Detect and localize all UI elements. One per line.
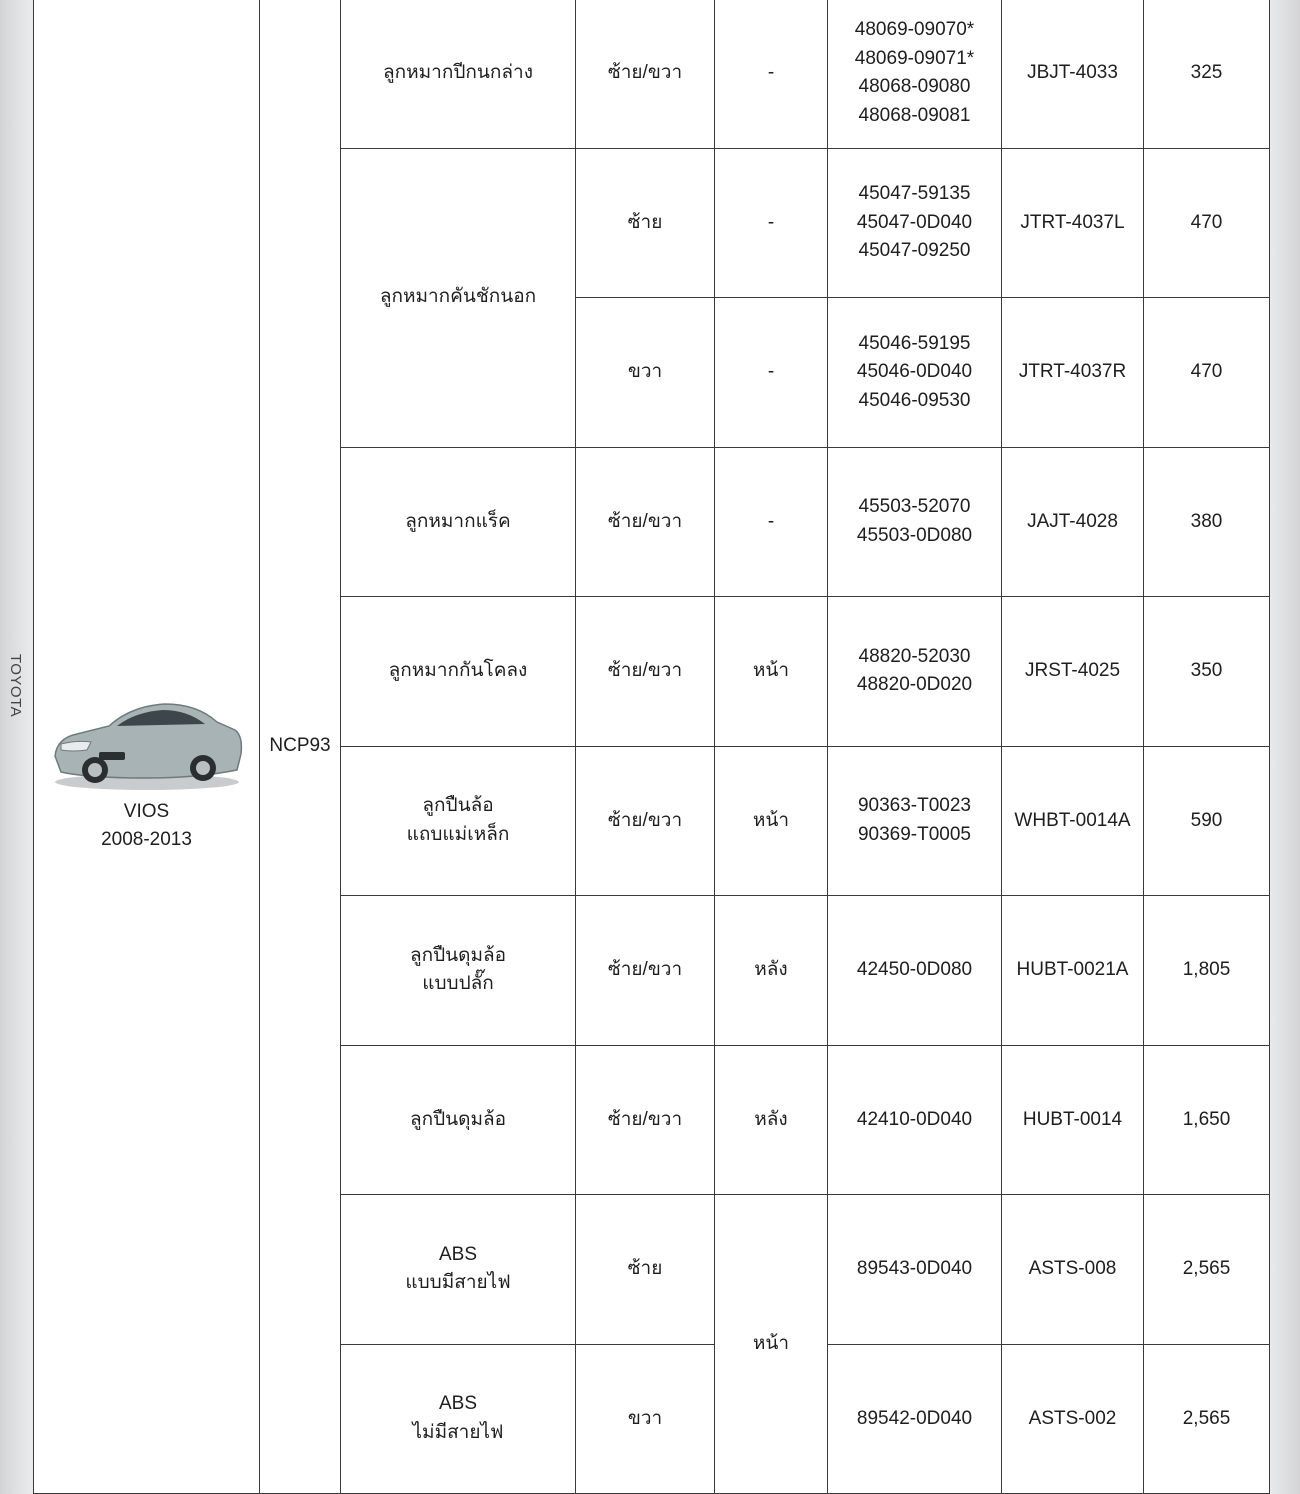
part-name-cell: ลูกปืนดุมล้อ	[341, 1045, 576, 1195]
side-cell: ซ้าย	[576, 148, 715, 298]
part-name-cell: ABS ไม่มีสายไฟ	[341, 1344, 576, 1494]
side-cell: ซ้าย/ขวา	[576, 0, 715, 148]
price-cell: 470	[1144, 148, 1270, 298]
side-cell: ซ้าย/ขวา	[576, 1045, 715, 1195]
oem-number-cell: 45503-52070 45503-0D080	[828, 447, 1002, 597]
position-cell: หน้า	[715, 597, 828, 747]
position-cell: -	[715, 0, 828, 148]
position-cell: หลัง	[715, 1045, 828, 1195]
side-cell: ซ้าย/ขวา	[576, 896, 715, 1046]
part-name-cell: ลูกปืนล้อ แถบแม่เหล็ก	[341, 746, 576, 896]
position-cell: หน้า	[715, 746, 828, 896]
side-cell: ซ้าย	[576, 1195, 715, 1345]
price-cell: 1,805	[1144, 896, 1270, 1046]
price-cell: 470	[1144, 298, 1270, 448]
price-cell: 2,565	[1144, 1195, 1270, 1345]
oem-number-cell: 48820-52030 48820-0D020	[828, 597, 1002, 747]
product-code-cell: ASTS-008	[1002, 1195, 1144, 1345]
side-cell: ซ้าย/ขวา	[576, 746, 715, 896]
side-cell: ซ้าย/ขวา	[576, 447, 715, 597]
oem-number-cell: 42410-0D040	[828, 1045, 1002, 1195]
parts-table	[33, 0, 1270, 1494]
part-name-cell: ABS แบบมีสายไฟ	[341, 1195, 576, 1345]
model-code-cell: NCP93	[260, 0, 341, 1494]
position-cell: หน้า	[715, 1195, 828, 1494]
model-cell	[34, 0, 260, 1494]
part-name-cell: ลูกหมากแร็ค	[341, 447, 576, 597]
oem-number-cell: 48069-09070* 48069-09071* 48068-09080 48068-09081	[828, 0, 1002, 148]
position-cell: -	[715, 447, 828, 597]
price-cell: 1,650	[1144, 1045, 1270, 1195]
oem-number-cell: 45047-59135 45047-0D040 45047-09250	[828, 148, 1002, 298]
position-cell: หลัง	[715, 896, 828, 1046]
position-cell: -	[715, 298, 828, 448]
model-name: VIOS	[123, 800, 170, 822]
product-code-cell: JRST-4025	[1002, 597, 1144, 747]
oem-number-cell: 42450-0D080	[828, 896, 1002, 1046]
oem-number-cell: 89542-0D040	[828, 1344, 1002, 1494]
product-code-cell: WHBT-0014A	[1002, 746, 1144, 896]
product-code-cell: ASTS-002	[1002, 1344, 1144, 1494]
product-code-cell: JAJT-4028	[1002, 447, 1144, 597]
brand-side-label	[2, 640, 30, 730]
product-code-cell: JTRT-4037L	[1002, 148, 1144, 298]
product-code-cell: JTRT-4037R	[1002, 298, 1144, 448]
price-cell: 590	[1144, 746, 1270, 896]
side-cell: ขวา	[576, 298, 715, 448]
car-image	[47, 678, 247, 798]
table-row	[34, 0, 1270, 148]
price-cell: 2,565	[1144, 1344, 1270, 1494]
price-cell: 325	[1144, 0, 1270, 148]
brand-side-label-text: TOYOTA	[7, 653, 25, 717]
product-code-cell: JBJT-4033	[1002, 0, 1144, 148]
part-name-cell: ลูกหมากกันโคลง	[341, 597, 576, 747]
product-code-cell: HUBT-0021A	[1002, 896, 1144, 1046]
model-years: 2008-2013	[101, 829, 192, 850]
part-name-cell: ลูกหมากคันชักนอก	[341, 148, 576, 447]
oem-number-cell: 90363-T0023 90369-T0005	[828, 746, 1002, 896]
part-name-cell: ลูกปืนดุมล้อ แบบปลั๊ก	[341, 896, 576, 1046]
price-cell: 350	[1144, 597, 1270, 747]
price-cell: 380	[1144, 447, 1270, 597]
side-cell: ขวา	[576, 1344, 715, 1494]
position-cell: -	[715, 148, 828, 298]
oem-number-cell: 45046-59195 45046-0D040 45046-09530	[828, 298, 1002, 448]
side-cell: ซ้าย/ขวา	[576, 597, 715, 747]
part-name-cell: ลูกหมากปีกนกล่าง	[341, 0, 576, 148]
oem-number-cell: 89543-0D040	[828, 1195, 1002, 1345]
product-code-cell: HUBT-0014	[1002, 1045, 1144, 1195]
